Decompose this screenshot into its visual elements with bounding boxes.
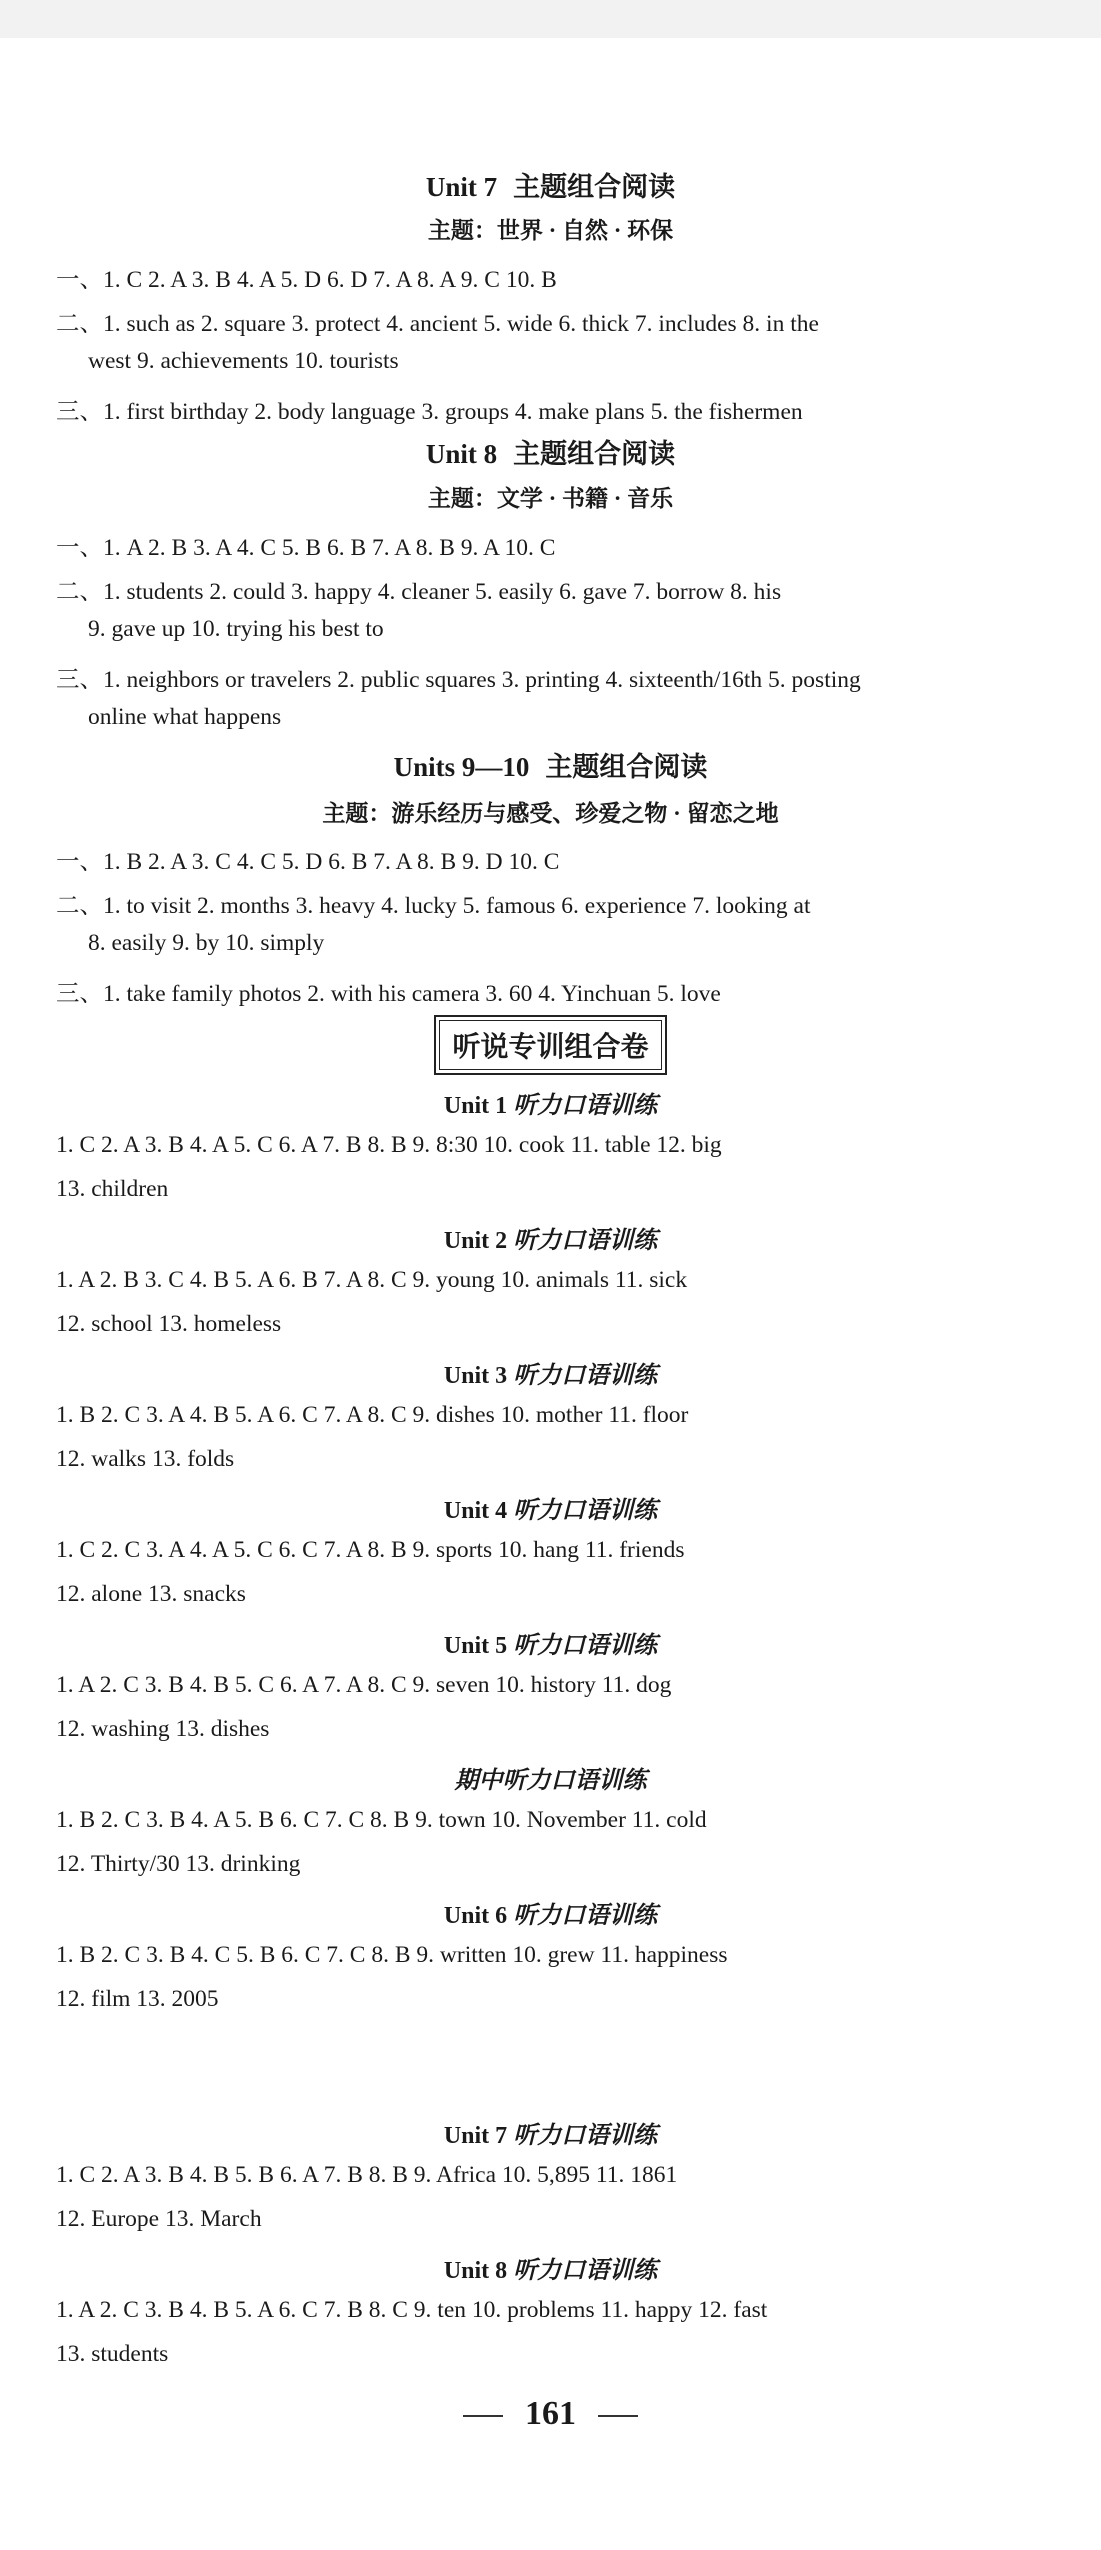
section-subtitle: 听力口语训练 [513,1498,658,1524]
answer-line: 12. alone 13. snacks [56,1581,246,1607]
section-subtitle: 听力口语训练 [513,1093,658,1119]
answer-line: 1. A 2. B 3. C 4. B 5. A 6. B 7. A 8. C 9. young 10. animals 11. sick [56,1267,688,1293]
page-number-dash-right [598,2415,638,2417]
answer-line: 二、1. students 2. could 3. happy 4. cleaner 5. easily 6. gave 7. borrow 8. his [56,579,782,605]
section-title-midterm-listening [0,1760,1101,1795]
section-subtitle: 期中听力口语训练 [454,1768,647,1794]
section-subtitle: 听力口语训练 [513,1633,658,1659]
unit-label: Unit 3 [443,1363,508,1389]
section-title-unit1-listening [0,1085,1101,1120]
section-title-unit3-listening [0,1355,1101,1390]
section-title-unit8-listening [0,2250,1101,2285]
answer-line: 1. C 2. A 3. B 4. B 5. B 6. A 7. B 8. B 9. Africa 10. 5,895 11. 1861 [56,2162,678,2188]
answer-line: 一、1. A 2. B 3. A 4. C 5. B 6. B 7. A 8. B 9. A 10. C [56,535,556,561]
answer-line: 1. B 2. C 3. B 4. A 5. B 6. C 7. C 8. B 9. town 10. November 11. cold [56,1807,707,1833]
answer-line: 12. Europe 13. March [56,2206,262,2232]
section-subtitle: 听力口语训练 [513,2258,658,2284]
answer-line: online what happens [88,704,282,730]
answer-line: west 9. achievements 10. tourists [88,348,399,374]
listening-header-text: 听说专训组合卷 [439,1020,661,1070]
answer-line: 1. C 2. C 3. A 4. A 5. C 6. C 7. A 8. B 9. sports 10. hang 11. friends [56,1537,685,1563]
answer-line: 12. film 13. 2005 [56,1986,219,2012]
answer-line: 13. children [56,1176,169,1202]
answer-line: 三、1. take family photos 2. with his camera 3. 60 4. Yinchuan 5. love [56,981,721,1007]
section-title-units9-10-reading [0,745,1101,784]
page-number [0,2395,1101,2433]
unit-label: Unit 7 [443,2123,508,2149]
listening-section-header [0,1015,1101,1075]
section-title-unit4-listening [0,1490,1101,1525]
answer-line: 二、1. to visit 2. months 3. heavy 4. lucky 5. famous 6. experience 7. looking at [56,893,811,919]
page-number-dash-left [463,2415,503,2417]
answer-line: 12. walks 13. folds [56,1446,235,1472]
answer-line: 一、1. C 2. A 3. B 4. A 5. D 6. D 7. A 8. A 9. C 10. B [56,267,557,293]
unit-label: Unit 1 [443,1093,508,1119]
unit-label: Unit 2 [443,1228,508,1254]
section-title-unit8-reading [0,432,1101,471]
section-title-unit7-reading [0,165,1101,204]
answer-line: 12. washing 13. dishes [56,1716,270,1742]
section-subtitle: 听力口语训练 [513,1903,658,1929]
top-margin-band [0,0,1101,38]
answer-line: 1. A 2. C 3. B 4. B 5. A 6. C 7. B 8. C 9. ten 10. problems 11. happy 12. fast [56,2297,768,2323]
unit-label: Unit 8 [425,439,498,469]
section-subtitle: 听力口语训练 [513,2123,658,2149]
unit-label: Unit 8 [443,2258,508,2284]
theme-line: 主题：游乐经历与感受、珍爱之物 · 留恋之地 [322,801,779,826]
section-subtitle: 主题组合阅读 [545,752,708,782]
answer-line: 1. B 2. C 3. B 4. C 5. B 6. C 7. C 8. B 9. written 10. grew 11. happiness [56,1942,728,1968]
answer-line: 12. school 13. homeless [56,1311,282,1337]
answer-line: 一、1. B 2. A 3. C 4. C 5. D 6. B 7. A 8. B 9. D 10. C [56,849,560,875]
page-number-text: 161 [525,2395,576,2432]
theme-line: 主题：世界 · 自然 · 环保 [427,218,674,243]
section-subtitle: 主题组合阅读 [513,439,676,469]
section-title-unit7-listening [0,2115,1101,2150]
unit-label: Unit 4 [443,1498,508,1524]
section-subtitle: 听力口语训练 [513,1363,658,1389]
section-title-unit5-listening [0,1625,1101,1660]
answer-line: 8. easily 9. by 10. simply [88,930,325,956]
answer-line: 1. A 2. C 3. B 4. B 5. C 6. A 7. A 8. C 9. seven 10. history 11. dog [56,1672,672,1698]
answer-line: 1. C 2. A 3. B 4. A 5. C 6. A 7. B 8. B 9. 8:30 10. cook 11. table 12. big [56,1132,722,1158]
section-subtitle: 主题组合阅读 [513,172,676,202]
answer-line: 13. students [56,2341,169,2367]
section-title-unit6-listening [0,1895,1101,1930]
answer-line: 三、1. first birthday 2. body language 3. groups 4. make plans 5. the fishermen [56,399,803,425]
answer-line: 三、1. neighbors or travelers 2. public squares 3. printing 4. sixteenth/16th 5. posting [56,667,861,693]
answer-line: 1. B 2. C 3. A 4. B 5. A 6. C 7. A 8. C 9. dishes 10. mother 11. floor [56,1402,689,1428]
answer-line: 二、1. such as 2. square 3. protect 4. ancient 5. wide 6. thick 7. includes 8. in the [56,311,819,337]
unit-label: Unit 6 [443,1903,508,1929]
answer-line: 9. gave up 10. trying his best to [88,616,384,642]
theme-line: 主题：文学 · 书籍 · 音乐 [427,486,674,511]
answer-line: 12. Thirty/30 13. drinking [56,1851,301,1877]
unit-label: Unit 7 [425,172,498,202]
unit-label: Unit 5 [443,1633,508,1659]
section-title-unit2-listening [0,1220,1101,1255]
section-subtitle: 听力口语训练 [513,1228,658,1254]
unit-label: Units 9—10 [393,752,530,782]
